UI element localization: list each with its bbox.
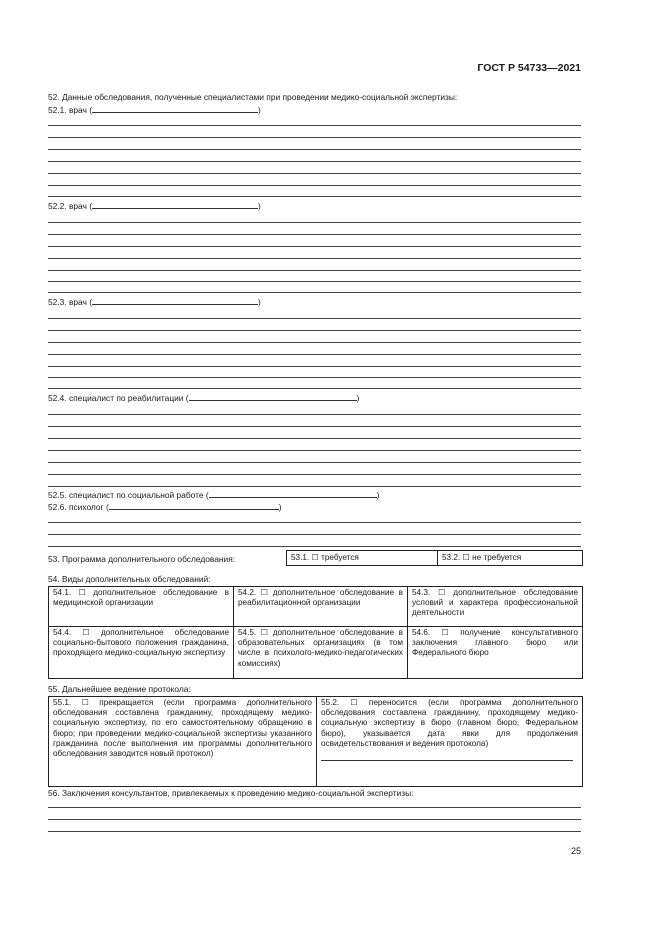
section-53-options (286, 550, 583, 566)
blank-line[interactable] (48, 258, 581, 259)
blank-line[interactable] (48, 354, 581, 355)
blank-line[interactable] (48, 522, 581, 523)
option-54-6[interactable]: 54.6. ☐ получение консультативного заключения главного бюро или Федерального бюро (408, 627, 583, 679)
item-52-2-label: 52.2. врач ( (48, 201, 93, 211)
option-53-1[interactable]: 53.1. ☐ требуется (287, 551, 438, 566)
item-52-4-label: 52.4. специалист по реабилитации ( (48, 393, 189, 403)
item-52-5 (48, 489, 379, 500)
blank-line[interactable] (48, 125, 581, 126)
option-54-2[interactable]: 54.2. ☐ дополнительное обследование в реабилитационной организации (234, 587, 408, 627)
blank-line[interactable] (48, 137, 581, 138)
blank-line[interactable] (48, 546, 581, 547)
blank-52-5[interactable] (209, 489, 377, 498)
blank-line[interactable] (48, 222, 581, 223)
blank-line[interactable] (48, 342, 581, 343)
blank-line[interactable] (48, 185, 581, 186)
option-54-3[interactable]: 54.3. ☐ дополнительное обследование условий и характера профессиональной деятельности (408, 587, 583, 627)
blank-line[interactable] (48, 270, 581, 271)
blank-line[interactable] (48, 426, 581, 427)
blank-line[interactable] (48, 450, 581, 451)
blank-line[interactable] (48, 173, 581, 174)
blank-line[interactable] (48, 292, 581, 293)
section-52-title: 52. Данные обследования, полученные специалистами при проведении медико-социальной экспертизы: (48, 92, 458, 102)
close-paren: ) (258, 105, 261, 115)
blank-line[interactable] (48, 161, 581, 162)
blank-line[interactable] (48, 807, 581, 808)
item-52-6-label: 52.6. психолог ( (48, 502, 109, 512)
blank-line[interactable] (48, 831, 581, 832)
item-52-4 (48, 392, 359, 403)
blank-52-3[interactable] (92, 296, 258, 305)
section-55-table (48, 696, 583, 787)
blank-line[interactable] (48, 474, 581, 475)
date-blank[interactable] (321, 749, 573, 761)
item-52-1 (48, 104, 261, 115)
option-54-1[interactable]: 54.1. ☐ дополнительное обследование в медицинской организации (49, 587, 234, 627)
blank-line[interactable] (48, 281, 581, 282)
blank-line[interactable] (48, 318, 581, 319)
blank-line[interactable] (48, 388, 581, 389)
blank-line[interactable] (48, 486, 581, 487)
item-52-6 (48, 501, 282, 512)
blank-line[interactable] (48, 196, 581, 197)
option-54-4[interactable]: 54.4. ☐ дополнительное обследование социально-бытового положения гражданина, проходящего медико-социальную экспертизу (49, 627, 234, 679)
section-55-title: 55. Дальнейшее ведение протокола: (48, 684, 191, 694)
close-paren: ) (258, 201, 261, 211)
blank-line[interactable] (48, 246, 581, 247)
section-53-label: 53. Программа дополнительного обследования: (48, 554, 236, 564)
blank-line[interactable] (48, 534, 581, 535)
close-paren: ) (356, 393, 360, 403)
blank-line[interactable] (48, 462, 581, 463)
blank-line[interactable] (48, 414, 581, 415)
blank-52-6[interactable] (109, 501, 279, 510)
blank-line[interactable] (48, 366, 581, 367)
close-paren: ) (376, 490, 380, 500)
item-52-3 (48, 296, 261, 307)
item-52-3-label: 52.3. врач ( (48, 297, 93, 307)
blank-line[interactable] (48, 819, 581, 820)
blank-line[interactable] (48, 149, 581, 150)
document-header: ГОСТ Р 54733—2021 (477, 62, 581, 74)
close-paren: ) (278, 502, 282, 512)
option-53-2[interactable]: 53.2. ☐ не требуется (438, 551, 583, 566)
blank-52-1[interactable] (92, 104, 258, 113)
item-52-5-label: 52.5. специалист по социальной работе ( (48, 490, 209, 500)
option-55-1-text: 55.1. ☐ прекращается (если программа дополнительного обследования составлена гражданину, проходящему медико-социальную экспертизу, по его самостоятельному обращению в бюро; при проведении медико-социальной экспертизы указанного гражданина после выполнения им программы дополнительного обследования заводится новый протокол) (53, 698, 312, 759)
item-52-1-label: 52.1. врач ( (48, 105, 93, 115)
blank-line[interactable] (48, 330, 581, 331)
page-number: 25 (570, 846, 581, 856)
option-55-1[interactable] (49, 697, 317, 787)
option-55-2[interactable] (317, 697, 583, 787)
blank-line[interactable] (48, 438, 581, 439)
section-54-table (48, 586, 583, 679)
section-54-title: 54. Виды дополнительных обследований: (48, 574, 211, 584)
close-paren: ) (258, 297, 261, 307)
option-55-2-text: 55.2. ☐ переносится (если программа дополнительного обследования составлена гражданину, проходящему медико-социальную экспертизу в бюро (главном бюро, Федеральном бюро), указывается дата явки для продолжения освидетельствования и ведения протокола) (321, 698, 578, 748)
blank-52-2[interactable] (92, 200, 258, 209)
blank-line[interactable] (48, 377, 581, 378)
blank-line[interactable] (48, 234, 581, 235)
section-56-title: 56. Заключения консультантов, привлекаемых к проведению медико-социальной экспертизы: (48, 788, 414, 798)
blank-52-4[interactable] (189, 392, 357, 401)
item-52-2 (48, 200, 261, 211)
option-54-5[interactable]: 54.5. ☐ дополнительное обследование в образовательных организациях (в том числе в психолого-медико-педагогических комиссиях) (234, 627, 408, 679)
